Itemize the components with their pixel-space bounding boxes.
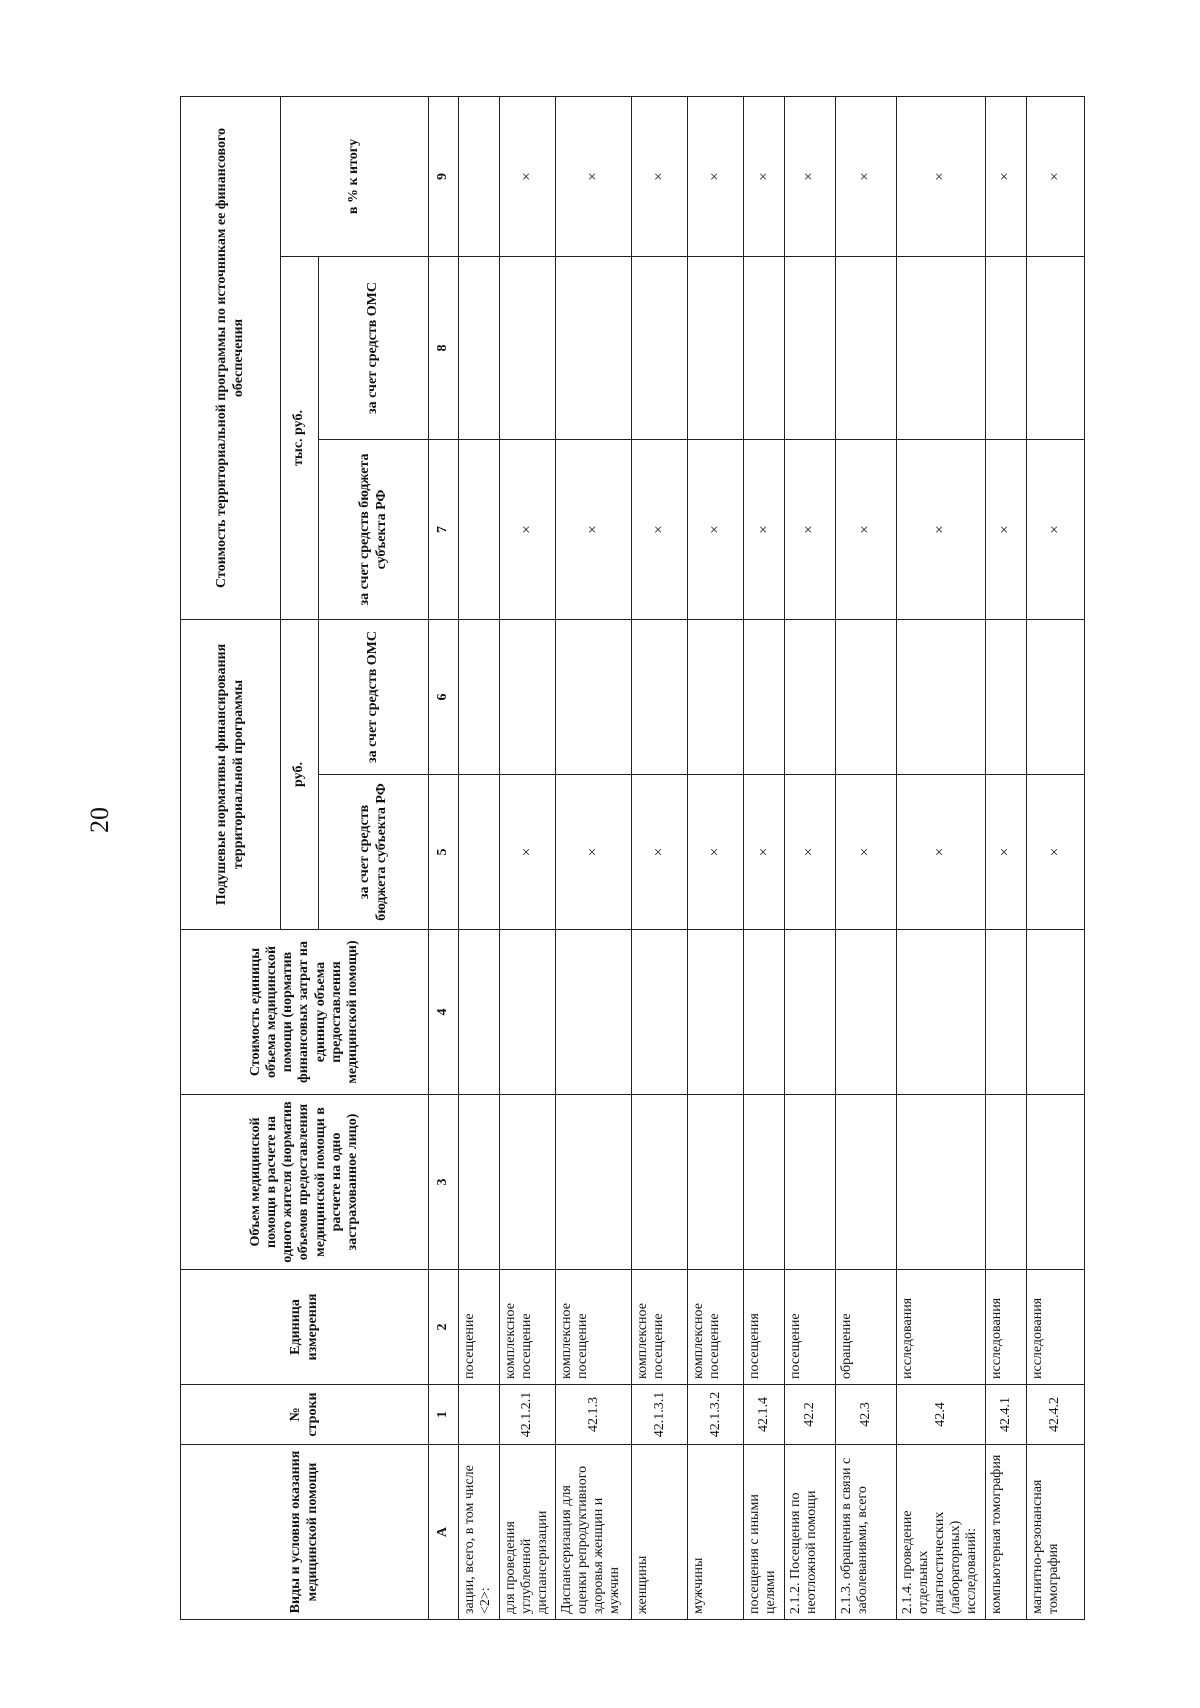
page-number: 20 bbox=[85, 807, 114, 833]
column-number: 1 bbox=[429, 1385, 459, 1445]
cell-percent: × bbox=[986, 96, 1027, 256]
row-unit: исследования bbox=[1026, 1270, 1084, 1385]
cell-cost-oms bbox=[459, 257, 500, 440]
row-unit: комплексное посещение bbox=[632, 1270, 688, 1385]
row-unit: комплексное посещение bbox=[688, 1270, 744, 1385]
table-row bbox=[835, 96, 896, 1619]
cell-norm-budget: × bbox=[785, 775, 836, 930]
cell-cost-oms bbox=[499, 257, 555, 440]
cell-norm-budget: × bbox=[632, 775, 688, 930]
cell-cost-budget: × bbox=[499, 440, 555, 620]
cell-percent: × bbox=[785, 96, 836, 256]
header-row-number: № строки bbox=[181, 1385, 429, 1445]
row-unit: обращение bbox=[835, 1270, 896, 1385]
cell-cost-budget: × bbox=[632, 440, 688, 620]
row-number: 42.4.1 bbox=[986, 1385, 1027, 1445]
cell-cost-budget: × bbox=[897, 440, 986, 620]
column-number: 3 bbox=[429, 1095, 459, 1270]
row-name: 2.1.2. Посещения по неотложной помощи bbox=[785, 1445, 836, 1620]
table-row bbox=[499, 96, 555, 1619]
cell-cost-oms bbox=[897, 257, 986, 440]
column-number: 5 bbox=[429, 775, 459, 930]
table-row bbox=[744, 96, 785, 1619]
cell-norm-oms bbox=[459, 620, 500, 775]
header-norms-unit: руб. bbox=[281, 620, 319, 930]
row-name: компьютерная томография bbox=[986, 1445, 1027, 1620]
cell-norm-budget: × bbox=[688, 775, 744, 930]
row-name: 2.1.4. проведение отдельных диагностических (лабораторных) исследований: bbox=[897, 1445, 986, 1620]
cell-cost-budget: × bbox=[1026, 440, 1084, 620]
cell-cost-budget: × bbox=[744, 440, 785, 620]
column-number: 9 bbox=[429, 96, 459, 256]
row-number: 42.4 bbox=[897, 1385, 986, 1445]
cell-unit-cost bbox=[785, 930, 836, 1095]
row-number: 42.1.2.1 bbox=[499, 1385, 555, 1445]
table-row bbox=[986, 96, 1027, 1619]
header-types-of-care: Виды и условия оказания медицинской помощи bbox=[181, 1445, 429, 1620]
table-row bbox=[688, 96, 744, 1619]
row-unit: комплексное посещение bbox=[499, 1270, 555, 1385]
header-program-cost: Стоимость территориальной программы по источникам ее финансового обеспечения bbox=[181, 96, 281, 619]
cell-norm-oms bbox=[835, 620, 896, 775]
financing-table bbox=[180, 96, 1085, 1620]
cell-unit-cost bbox=[556, 930, 632, 1095]
cell-cost-oms bbox=[1026, 257, 1084, 440]
cell-volume bbox=[688, 1095, 744, 1270]
header-percent-of-total: в % к итогу bbox=[281, 96, 429, 256]
row-name: 2.1.3. обращения в связи с заболеваниями, всего bbox=[835, 1445, 896, 1620]
cell-volume bbox=[499, 1095, 555, 1270]
row-name: посещения с иными целями bbox=[744, 1445, 785, 1620]
row-number: 42.1.3.2 bbox=[688, 1385, 744, 1445]
row-unit: исследования bbox=[986, 1270, 1027, 1385]
header-oms-8: за счет средств ОМС bbox=[319, 257, 429, 440]
cell-norm-oms bbox=[897, 620, 986, 775]
column-number: 8 bbox=[429, 257, 459, 440]
row-number: 42.2 bbox=[785, 1385, 836, 1445]
header-unit: Единица измерения bbox=[181, 1270, 429, 1385]
table-row bbox=[1026, 96, 1084, 1619]
cell-percent: × bbox=[688, 96, 744, 256]
row-name: мужчины bbox=[688, 1445, 744, 1620]
cell-unit-cost bbox=[499, 930, 555, 1095]
cell-percent: × bbox=[835, 96, 896, 256]
header-per-capita-norms: Подушевые нормативы финансирования территориальной программы bbox=[181, 620, 281, 930]
cell-percent: × bbox=[744, 96, 785, 256]
cell-percent: × bbox=[556, 96, 632, 256]
table-row bbox=[632, 96, 688, 1619]
row-number: 42.1.3.1 bbox=[632, 1385, 688, 1445]
table-row bbox=[556, 96, 632, 1619]
cell-volume bbox=[632, 1095, 688, 1270]
column-number: А bbox=[429, 1445, 459, 1620]
header-budget-subject-7: за счет средств бюджета субъекта РФ bbox=[319, 440, 429, 620]
row-number: 42.1.4 bbox=[744, 1385, 785, 1445]
cell-volume bbox=[897, 1095, 986, 1270]
cell-volume bbox=[1026, 1095, 1084, 1270]
row-name: для проведения углубленной диспансеризации bbox=[499, 1445, 555, 1620]
cell-norm-budget: × bbox=[897, 775, 986, 930]
cell-norm-budget: × bbox=[499, 775, 555, 930]
cell-norm-budget: × bbox=[1026, 775, 1084, 930]
column-number: 7 bbox=[429, 440, 459, 620]
cell-norm-oms bbox=[499, 620, 555, 775]
header-oms-6: за счет средств ОМС bbox=[319, 620, 429, 775]
cell-cost-oms bbox=[688, 257, 744, 440]
cell-unit-cost bbox=[835, 930, 896, 1095]
table-row bbox=[785, 96, 836, 1619]
cell-cost-budget: × bbox=[688, 440, 744, 620]
cell-cost-oms bbox=[632, 257, 688, 440]
row-name: Диспансеризация для оценки репродуктивного здоровья женщин и мужчин bbox=[556, 1445, 632, 1620]
cell-percent: × bbox=[632, 96, 688, 256]
cell-volume bbox=[556, 1095, 632, 1270]
row-number bbox=[459, 1385, 500, 1445]
cell-volume bbox=[744, 1095, 785, 1270]
cell-cost-budget: × bbox=[785, 440, 836, 620]
header-cost-unit: тыс. руб. bbox=[281, 257, 319, 620]
cell-volume bbox=[986, 1095, 1027, 1270]
cell-volume bbox=[835, 1095, 896, 1270]
cell-cost-budget bbox=[459, 440, 500, 620]
table-row bbox=[459, 96, 500, 1619]
cell-norm-oms bbox=[744, 620, 785, 775]
cell-cost-budget: × bbox=[835, 440, 896, 620]
cell-cost-oms bbox=[835, 257, 896, 440]
row-unit: посещение bbox=[459, 1270, 500, 1385]
row-name: женщины bbox=[632, 1445, 688, 1620]
cell-unit-cost bbox=[1026, 930, 1084, 1095]
cell-cost-oms bbox=[785, 257, 836, 440]
row-unit: комплексное посещение bbox=[556, 1270, 632, 1385]
column-number: 2 bbox=[429, 1270, 459, 1385]
header-volume: Объем медицинской помощи в расчете на одного жителя (норматив объемов предоставления медицинской помощи в расчете на одно застрахованное лицо) bbox=[181, 1095, 429, 1270]
cell-volume bbox=[785, 1095, 836, 1270]
cell-norm-oms bbox=[688, 620, 744, 775]
cell-cost-oms bbox=[744, 257, 785, 440]
row-unit: посещения bbox=[744, 1270, 785, 1385]
cell-norm-oms bbox=[556, 620, 632, 775]
header-budget-subject-5: за счет средств бюджета субъекта РФ bbox=[319, 775, 429, 930]
cell-cost-budget: × bbox=[556, 440, 632, 620]
cell-unit-cost bbox=[688, 930, 744, 1095]
cell-norm-budget: × bbox=[744, 775, 785, 930]
cell-percent bbox=[459, 96, 500, 256]
cell-percent: × bbox=[897, 96, 986, 256]
cell-volume bbox=[459, 1095, 500, 1270]
cell-norm-oms bbox=[1026, 620, 1084, 775]
cell-unit-cost bbox=[459, 930, 500, 1095]
row-number: 42.3 bbox=[835, 1385, 896, 1445]
cell-cost-oms bbox=[556, 257, 632, 440]
row-name: зации, всего, в том числе <2>: bbox=[459, 1445, 500, 1620]
cell-percent: × bbox=[499, 96, 555, 256]
header-unit-cost: Стоимость единицы объема медицинской помощи (норматив финансовых затрат на единицу объема предоставления медицинской помощи) bbox=[181, 930, 429, 1095]
rotated-table-container bbox=[180, 97, 1085, 1620]
cell-norm-budget: × bbox=[556, 775, 632, 930]
cell-unit-cost bbox=[986, 930, 1027, 1095]
table-row bbox=[897, 96, 986, 1619]
cell-percent: × bbox=[1026, 96, 1084, 256]
cell-cost-budget: × bbox=[986, 440, 1027, 620]
table-body bbox=[459, 96, 1085, 1619]
column-number: 6 bbox=[429, 620, 459, 775]
row-name: магнитно-резонансная томография bbox=[1026, 1445, 1084, 1620]
row-unit: исследования bbox=[897, 1270, 986, 1385]
cell-norm-oms bbox=[785, 620, 836, 775]
column-number: 4 bbox=[429, 930, 459, 1095]
row-number: 42.1.3 bbox=[556, 1385, 632, 1445]
cell-norm-oms bbox=[986, 620, 1027, 775]
row-unit: посещение bbox=[785, 1270, 836, 1385]
cell-norm-budget: × bbox=[986, 775, 1027, 930]
cell-norm-budget: × bbox=[835, 775, 896, 930]
row-number: 42.4.2 bbox=[1026, 1385, 1084, 1445]
cell-unit-cost bbox=[744, 930, 785, 1095]
cell-norm-oms bbox=[632, 620, 688, 775]
cell-unit-cost bbox=[897, 930, 986, 1095]
cell-norm-budget bbox=[459, 775, 500, 930]
cell-cost-oms bbox=[986, 257, 1027, 440]
cell-unit-cost bbox=[632, 930, 688, 1095]
